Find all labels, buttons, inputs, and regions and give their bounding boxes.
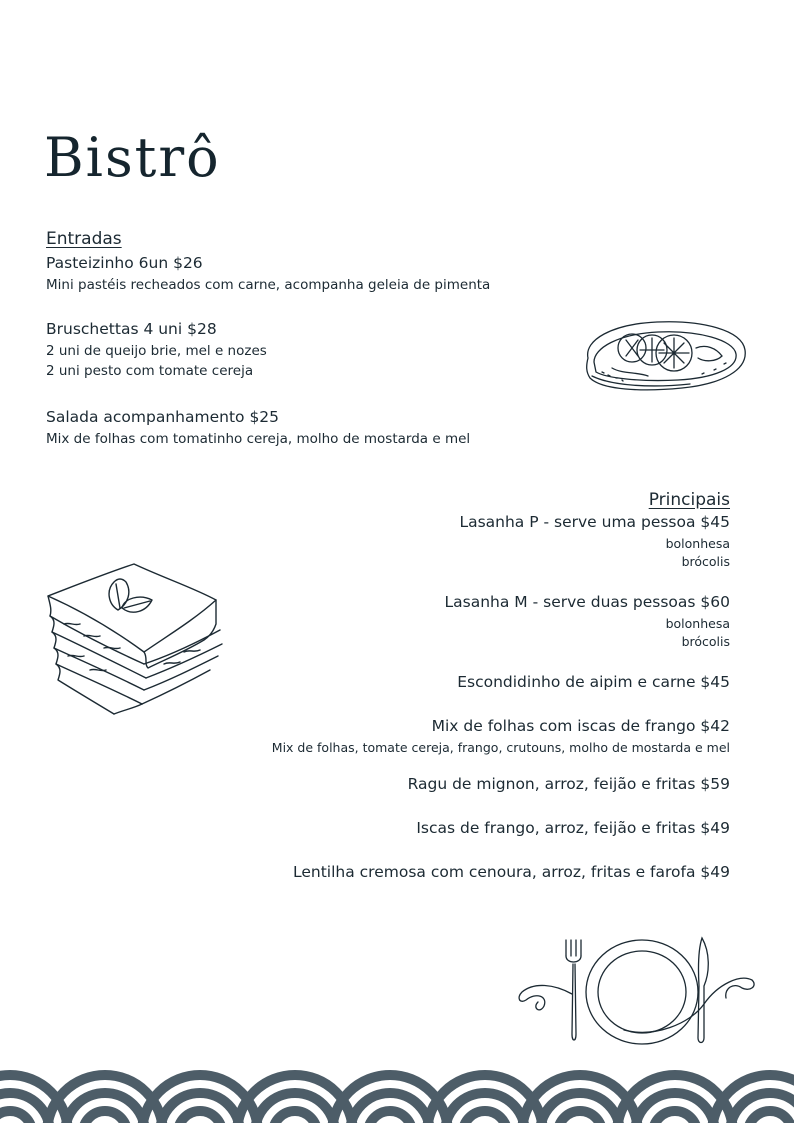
bruschetta-illustration xyxy=(582,318,750,396)
item-lasanha-p: Lasanha P - serve uma pessoa $45 xyxy=(459,513,730,531)
item-escondidinho: Escondidinho de aipim e carne $45 xyxy=(457,673,730,691)
wave-arc xyxy=(0,1111,32,1123)
item-salada-desc: Mix de folhas com tomatinho cereja, molho de mostarda e mel xyxy=(46,431,471,447)
item-iscas-frango: Iscas de frango, arroz, feijão e fritas $49 xyxy=(416,819,730,837)
wave-arc xyxy=(748,1111,792,1123)
item-salada: Salada acompanhamento $25 xyxy=(46,408,280,426)
item-lasanha-m-desc-2: brócolis xyxy=(681,634,730,649)
lasagna-illustration xyxy=(44,560,230,718)
wave-arc xyxy=(653,1111,697,1123)
menu-title: Bistrô xyxy=(44,126,221,189)
item-pasteizinho: Pasteizinho 6un $26 xyxy=(46,254,203,272)
item-mix-folhas-frango-desc: Mix de folhas, tomate cereja, frango, crutouns, molho de mostarda e mel xyxy=(271,740,730,755)
item-pasteizinho-desc: Mini pastéis recheados com carne, acompanha geleia de pimenta xyxy=(46,277,491,293)
section-heading-entradas: Entradas xyxy=(46,229,122,249)
item-bruschettas-desc-1: 2 uni de queijo brie, mel e nozes xyxy=(46,343,267,359)
item-lasanha-m-desc-1: bolonhesa xyxy=(665,616,730,631)
item-lasanha-m: Lasanha M - serve duas pessoas $60 xyxy=(444,593,730,611)
wave-arc xyxy=(83,1111,127,1123)
item-mix-folhas-frango: Mix de folhas com iscas de frango $42 xyxy=(431,717,730,735)
item-lasanha-p-desc-2: brócolis xyxy=(681,554,730,569)
item-lentilha: Lentilha cremosa com cenoura, arroz, fritas e farofa $49 xyxy=(293,863,730,881)
item-bruschettas-desc-2: 2 uni pesto com tomate cereja xyxy=(46,363,254,379)
wave-arc xyxy=(558,1111,602,1123)
item-ragu-mignon: Ragu de mignon, arroz, feijão e fritas $59 xyxy=(407,775,730,793)
wave-pattern xyxy=(0,1060,794,1123)
item-bruschettas: Bruschettas 4 uni $28 xyxy=(46,320,217,338)
section-heading-principais: Principais xyxy=(648,490,730,510)
wave-arc xyxy=(463,1111,507,1123)
wave-arc xyxy=(273,1111,317,1123)
wave-arc xyxy=(178,1111,222,1123)
plate-cutlery-illustration xyxy=(514,934,758,1052)
item-lasanha-p-desc-1: bolonhesa xyxy=(665,536,730,551)
wave-arc xyxy=(368,1111,412,1123)
